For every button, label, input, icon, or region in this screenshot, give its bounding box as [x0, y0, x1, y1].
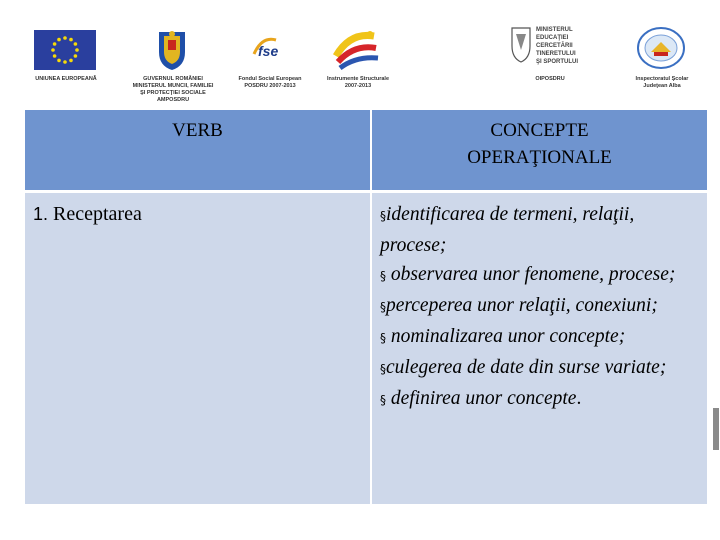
table-row: [25, 192, 707, 505]
concept-item: [380, 200, 703, 260]
bullet-icon: §: [380, 331, 386, 345]
concept-text: definirea unor concepte: [386, 388, 577, 409]
concept-text: nominalizarea unor concepte;: [386, 326, 626, 347]
table-header-row: [25, 110, 707, 192]
government-caption: GUVERNUL ROMÂNIEI MINISTERUL MUNCII, FAMILIEI ŞI PROTECŢIEI SOCIALE AMPOSDRU: [132, 76, 214, 103]
structural-instruments-logo: [330, 26, 382, 77]
bullet-icon: §: [380, 269, 386, 283]
logo-bar: [0, 0, 720, 108]
concept-text: culegerea de date din surse variate;: [386, 357, 667, 378]
verb-concepts-table: [25, 110, 707, 504]
coat-of-arms-logo: [155, 28, 189, 77]
inspectorate-logo: [636, 26, 686, 75]
eu-flag-logo: [34, 30, 96, 75]
concept-text: identificarea de termeni, relaţii, procese;: [380, 204, 635, 256]
bullet-icon: §: [380, 209, 386, 223]
concept-item: [380, 384, 703, 415]
concept-item: [380, 353, 703, 384]
verb-text: Receptarea: [53, 203, 142, 225]
ministry-logo: [508, 24, 534, 69]
scrollbar[interactable]: [710, 0, 720, 540]
fse-logo: [250, 34, 290, 69]
svg-text:fse: fse: [258, 43, 279, 59]
ministry-name: MINISTERUL EDUCAŢIEI CERCETĂRII TINERETULUI ŞI SPORTULUI: [536, 27, 579, 65]
bullet-icon: §: [380, 393, 386, 407]
structural-instruments-caption: Instrumente Structurale 2007-2013: [326, 76, 390, 89]
concept-list: [372, 193, 707, 415]
header-verb: [25, 110, 371, 192]
inspectorate-caption: Inspectoratul Şcolar Judeţean Alba: [635, 76, 689, 89]
bullet-icon: §: [380, 362, 386, 376]
concept-text: observarea unor fenomene, procese;: [386, 264, 676, 285]
concept-item: [380, 322, 703, 353]
eu-caption: UNIUNEA EUROPEANĂ: [35, 76, 97, 82]
concept-tail: .: [576, 388, 582, 409]
concept-item: [380, 260, 703, 291]
verb-number: 1.: [33, 204, 49, 224]
verb-cell: [25, 192, 371, 505]
bullet-icon: §: [380, 300, 386, 314]
header-concepts-line1: CONCEPTE: [490, 120, 589, 141]
concept-text: perceperea unor relaţii, conexiuni;: [386, 295, 658, 316]
header-verb-label: VERB: [172, 120, 223, 141]
fse-caption: Fondul Social European POSDRU 2007-2013: [238, 76, 302, 89]
oiposdru-caption: OIPOSDRU: [535, 76, 565, 82]
concept-item: [380, 291, 703, 322]
scrollbar-thumb[interactable]: [713, 408, 719, 450]
header-concepts-line2: OPERAŢIONALE: [467, 147, 612, 168]
header-concepts: [371, 110, 707, 192]
concepts-cell: [371, 192, 707, 505]
